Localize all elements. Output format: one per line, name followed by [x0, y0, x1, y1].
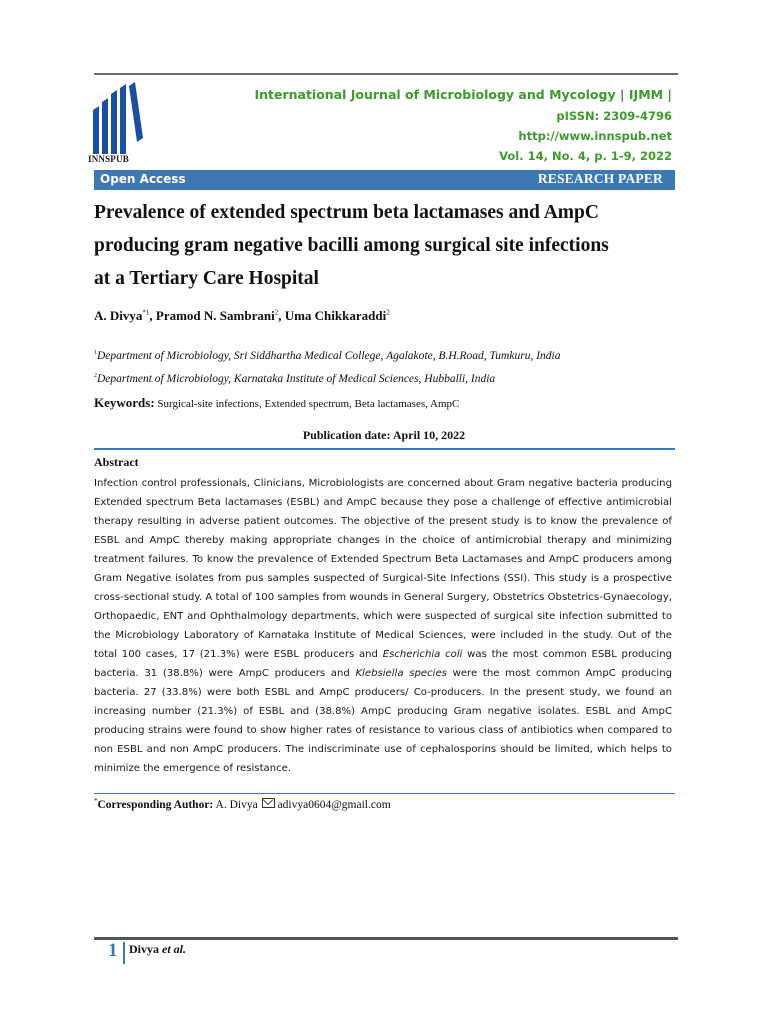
author-separator: ,: [149, 308, 156, 323]
affiliation-text: Department of Microbiology, Sri Siddhartha Medical College, Agalakote, B.H.Road, Tumkuru, India: [97, 350, 561, 362]
publisher-logo-label: INNSPUB: [88, 154, 129, 164]
abstract-heading: Abstract: [94, 455, 139, 469]
corresponding-label: Corresponding Author:: [97, 798, 214, 811]
header-rule: [94, 73, 678, 75]
author-name: Pramod N. Sambrani: [155, 308, 275, 323]
abstract-text: [94, 474, 672, 778]
author-name: A. Divya: [94, 308, 143, 323]
footer-author: [129, 942, 186, 957]
mail-icon: [262, 798, 275, 808]
footer-author-name: Divya: [129, 942, 159, 956]
abstract-italic-segment: Escherichia coli: [382, 649, 463, 660]
title-line: producing gram negative bacilli among surgical site infections: [94, 235, 609, 256]
footer-rule: [94, 937, 678, 940]
journal-issn: pISSN: 2309-4796: [556, 109, 672, 123]
abstract-bottom-rule: [94, 793, 675, 794]
abstract-segment: was the most common ESBL producing bacteria. 31 (38.8%) were AmpC producers and: [94, 649, 673, 679]
author-list: [94, 308, 390, 324]
article-title: [94, 196, 674, 295]
journal-volume: Vol. 14, No. 4, p. 1-9, 2022: [499, 149, 672, 163]
author-mark: 2: [274, 308, 279, 317]
header-banner: [94, 170, 675, 190]
keywords-text: Surgical-site infections, Extended spectrum, Beta lactamases, AmpC: [157, 398, 460, 410]
footer-etal: et al.: [162, 942, 186, 956]
affiliation-mark: 2: [94, 373, 97, 380]
abstract-top-rule: [94, 448, 675, 450]
keywords-label: Keywords:: [94, 395, 155, 410]
author-name: Uma Chikkaraddi: [284, 308, 387, 323]
corresponding-author: [94, 797, 391, 811]
affiliation-2: [94, 373, 495, 385]
paper-type-label: RESEARCH PAPER: [537, 171, 663, 186]
page-number: 1: [108, 940, 118, 961]
author-separator: ,: [278, 308, 285, 323]
abstract-segment: Infection control professionals, Clinicians, Microbiologists are concerned about Gram negative bacteria producing Extended spectrum Beta lactamases (ESBL) and AmpC because they pose a challenge of effective antimicrobial therapy resulting in adverse patient outcomes. The objective of the present study is to know the prevalence of ESBL and AmpC thereby making appropriate changes in the choice of antimicrobial therapy and minimizing treatment failures. To know the prevalence of Extended Spectrum Beta Lactamases and AmpC producers among Gram Negative isolates from pus samples suspected of Surgical-Site Infections (SSI). This study is a prospective cross-sectional study. A total of 100 samples from wounds in General Surgery, Obstetrics Obstetrics-Gynaecology, Orthopaedic, ENT and Ophthalmology departments, which were suspected of surgical site infection submitted to the Microbiology Laboratory of Karnataka Institute of Medical Sciences, were included in the study. Out of the total 100 cases, 17 (21.3%) were ESBL producers and: [94, 478, 672, 660]
affiliation-mark: 1: [94, 350, 97, 357]
corresponding-mark: *: [94, 797, 98, 805]
publication-date: Publication date: April 10, 2022: [302, 428, 466, 442]
abstract-segment: were the most common AmpC producing bacteria. 27 (33.8%) were both ESBL and AmpC producers/ Co-producers. In the present study, we found an increasing number (21.3%) of ESBL and (38.8%) AmpC producing Gram negative isolates. ESBL and AmpC producing strains were found to show higher rates of resistance to various class of antibiotics when compared to non ESBL and non AmpC producers. The indiscriminate use of cephalosporins should be limited, which helps to minimize the emergence of resistance.: [94, 668, 672, 774]
corresponding-name: A. Divya: [215, 798, 258, 811]
author-mark: 2: [386, 308, 390, 317]
journal-name: International Journal of Microbiology and Mycology | IJMM |: [254, 87, 672, 102]
title-line: at a Tertiary Care Hospital: [94, 268, 319, 289]
abstract-italic-segment: Klebsiella species: [355, 668, 447, 679]
affiliation-text: Department of Microbiology, Karnataka Institute of Medical Sciences, Hubballi, India: [97, 373, 496, 385]
keywords: [94, 395, 459, 411]
page-number-divider: [123, 942, 125, 964]
journal-url[interactable]: http://www.innspub.net: [518, 129, 672, 143]
open-access-label: Open Access: [100, 172, 186, 186]
author-mark: *1: [142, 308, 150, 317]
corresponding-email[interactable]: adivya0604@gmail.com: [277, 798, 391, 811]
affiliation-1: [94, 350, 560, 362]
title-line: Prevalence of extended spectrum beta lactamases and AmpC: [94, 202, 599, 223]
